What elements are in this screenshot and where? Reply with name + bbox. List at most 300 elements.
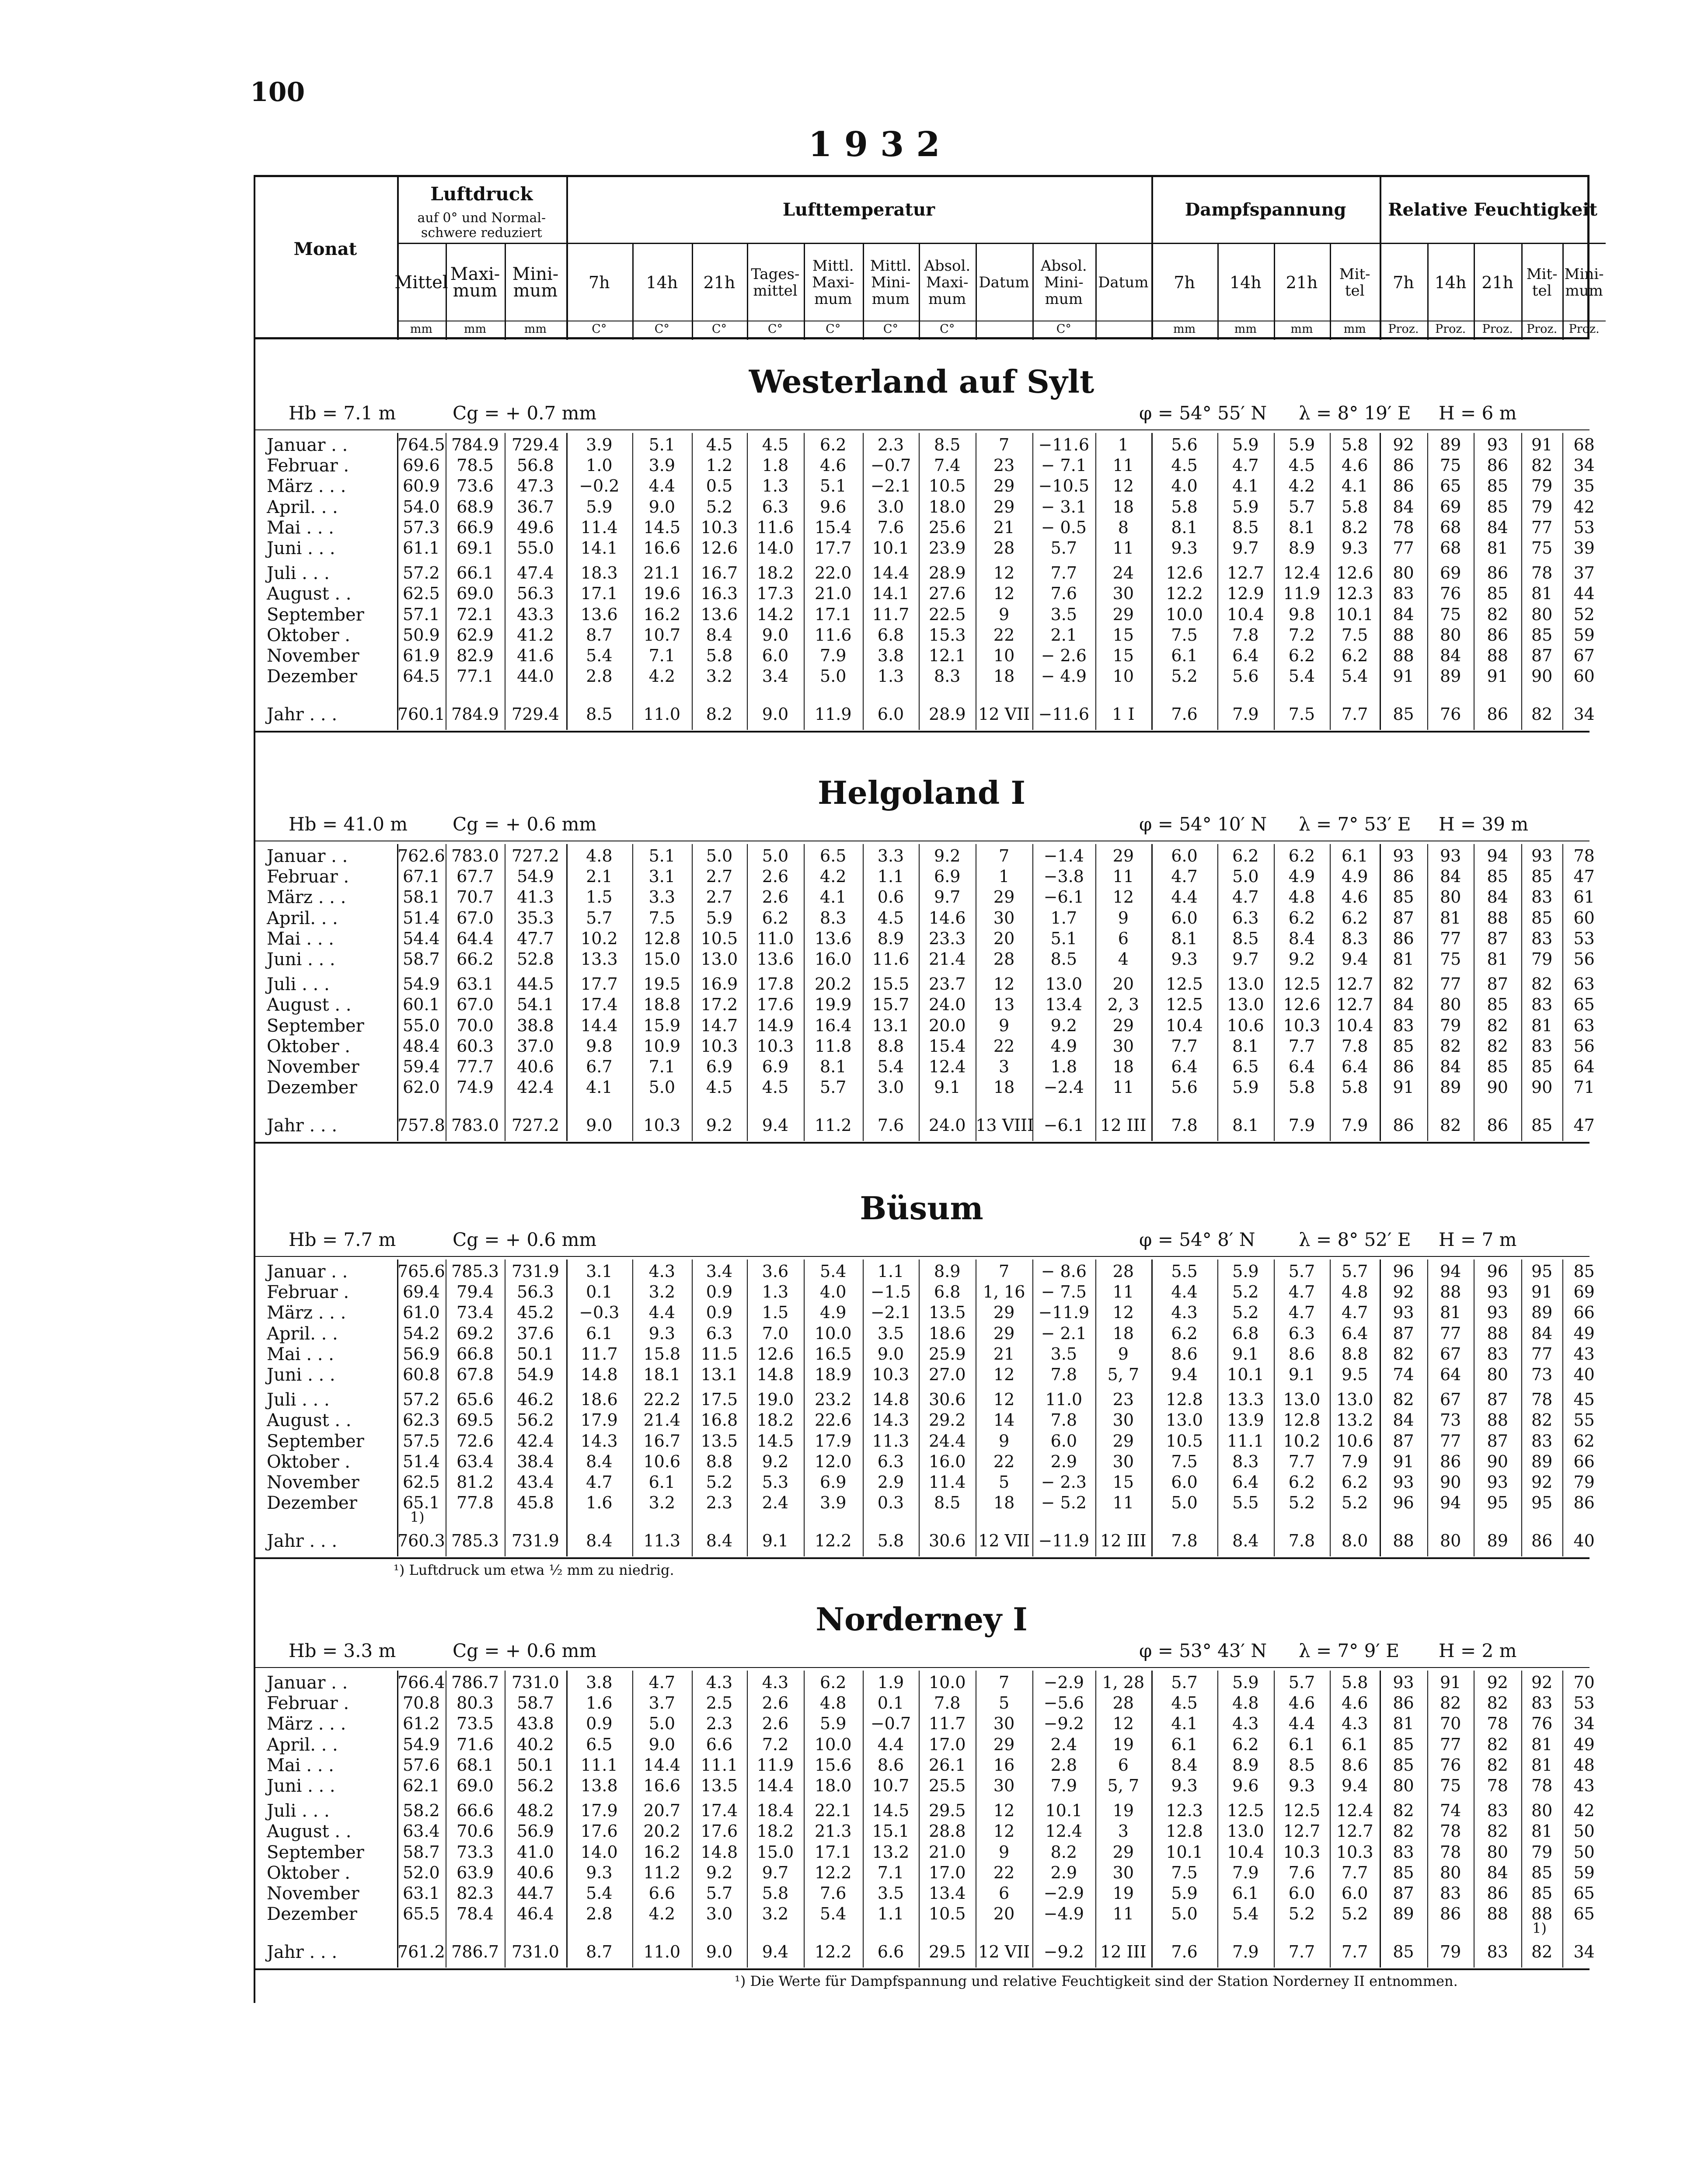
cell-col-16: 8.0	[1341, 1531, 1368, 1551]
month-label: Jahr . . .	[267, 1531, 338, 1552]
cell-col-11: 8.5	[1050, 949, 1077, 969]
month-label: Februar .	[267, 456, 349, 476]
cell-col-16: 12.3	[1336, 584, 1373, 604]
cell-col-12: 24	[1112, 563, 1134, 583]
cell-col-1: 73.3	[457, 1842, 494, 1862]
cell-col-11: −10.5	[1038, 476, 1089, 496]
cell-col-18: 68	[1440, 538, 1461, 558]
cell-col-4: 18.1	[643, 1365, 681, 1384]
cell-col-8: 0.1	[877, 1693, 904, 1713]
data-col-divider	[397, 1259, 398, 1556]
cell-col-16: 8.3	[1341, 928, 1368, 948]
station-bottom-rule	[254, 731, 1589, 733]
cell-col-6: 14.5	[756, 1431, 794, 1451]
cell-col-10: 29	[993, 1303, 1015, 1322]
cell-col-6: 6.2	[762, 908, 789, 928]
cell-col-17: 82	[1393, 1344, 1414, 1364]
cell-col-12: 12	[1112, 1303, 1134, 1322]
cell-col-11: −5.6	[1043, 1693, 1084, 1713]
cell-col-15: 7.5	[1288, 705, 1315, 724]
cell-col-8: 5.4	[877, 1057, 904, 1076]
header-relative-feuchtigkeit: Relative Feuchtigkeit	[1388, 199, 1597, 220]
station-top-rule	[254, 429, 1589, 430]
month-label: Mai . . .	[267, 1755, 334, 1776]
month-label: Januar . .	[267, 1673, 348, 1693]
cell-col-6: 2.6	[762, 887, 789, 907]
cell-col-6: 4.5	[762, 1078, 789, 1097]
cell-col-9: 30.6	[928, 1531, 966, 1551]
cell-col-5: 9.0	[706, 1942, 733, 1962]
station-h: H = 39 m	[1439, 813, 1529, 835]
header-unit-20: Proz.	[1527, 322, 1558, 336]
cell-col-17: 92	[1393, 1282, 1414, 1302]
data-col-divider	[1330, 433, 1331, 730]
cell-col-9: 7.4	[934, 456, 961, 475]
cell-col-10: 5	[999, 1693, 1010, 1713]
cell-col-17: 85	[1393, 1036, 1414, 1056]
cell-col-7: 16.5	[814, 1344, 852, 1364]
cell-col-18: 76	[1440, 584, 1461, 604]
cell-col-21: 65	[1573, 995, 1595, 1015]
cell-col-16: 10.3	[1336, 1842, 1373, 1862]
cell-col-2: 729.4	[511, 705, 559, 724]
cell-col-16: 9.3	[1341, 538, 1368, 558]
cell-col-11: 7.8	[1050, 1410, 1077, 1430]
data-col-divider	[1274, 433, 1275, 730]
cell-col-17: 85	[1393, 1863, 1414, 1882]
cell-col-8: 13.1	[872, 1015, 910, 1035]
header-col-0: Mittel	[394, 272, 448, 293]
cell-col-20: 84	[1531, 1323, 1553, 1343]
cell-col-11: −2.4	[1043, 1078, 1084, 1097]
cell-col-13: 4.3	[1171, 1303, 1198, 1322]
cell-col-13: 6.2	[1171, 1323, 1198, 1343]
cell-col-4: 3.2	[648, 1493, 676, 1513]
header-monat: Monat	[293, 239, 357, 259]
cell-col-3: 1.5	[586, 887, 613, 907]
cell-col-15: 6.4	[1288, 1057, 1315, 1076]
cell-col-12: 18	[1112, 497, 1134, 516]
cell-col-16: 4.6	[1341, 887, 1368, 907]
cell-col-18: 78	[1440, 1821, 1461, 1841]
cell-col-15: 8.5	[1288, 1755, 1315, 1775]
header-unit-13: mm	[1173, 322, 1196, 336]
header-col-divider	[446, 243, 447, 340]
cell-col-2: 58.7	[517, 1693, 554, 1713]
cell-col-16: 5.8	[1341, 435, 1368, 454]
cell-col-9: 11.7	[928, 1714, 966, 1734]
cell-col-11: −2.9	[1043, 1673, 1084, 1692]
cell-col-21: 60	[1573, 908, 1595, 928]
data-col-divider	[919, 1671, 920, 1968]
cell-col-7: 4.1	[820, 887, 847, 907]
cell-col-9: 25.6	[928, 517, 966, 537]
cell-col-18: 77	[1440, 974, 1461, 994]
cell-col-10: 12 VII	[978, 1531, 1030, 1551]
month-label: November	[267, 1057, 359, 1077]
cell-col-0: 54.4	[403, 928, 440, 948]
cell-col-15: 12.5	[1283, 974, 1321, 994]
cell-col-15: 12.7	[1283, 1821, 1321, 1841]
cell-col-2: 731.9	[511, 1262, 559, 1281]
cell-col-17: 77	[1393, 538, 1414, 558]
cell-col-17: 82	[1393, 1390, 1414, 1409]
cell-col-1: 62.9	[457, 625, 494, 645]
cell-col-3: 13.3	[581, 949, 618, 969]
cell-col-8: 3.5	[877, 1884, 904, 1903]
cell-col-18: 89	[1440, 435, 1461, 454]
data-col-divider	[747, 433, 748, 730]
cell-col-2: 40.2	[517, 1734, 554, 1754]
cell-col-7: 6.5	[820, 846, 847, 865]
cell-col-0: 51.4	[403, 908, 440, 928]
cell-col-15: 12.8	[1283, 1410, 1321, 1430]
cell-col-9: 10.5	[928, 476, 966, 496]
cell-col-1: 786.7	[451, 1673, 499, 1692]
cell-col-10: 21	[993, 1344, 1015, 1364]
cell-col-1: 82.9	[457, 646, 494, 665]
cell-col-5: 5.9	[706, 908, 733, 928]
cell-col-4: 3.2	[648, 1282, 676, 1302]
data-col-divider	[566, 1259, 568, 1556]
cell-col-13: 12.8	[1166, 1821, 1203, 1841]
cell-col-17: 85	[1393, 705, 1414, 724]
cell-col-11: 9.2	[1050, 1015, 1077, 1035]
cell-col-16: 7.5	[1341, 625, 1368, 645]
cell-col-18: 90	[1440, 1472, 1461, 1492]
cell-col-8: 6.0	[877, 705, 904, 724]
cell-col-9: 23.3	[928, 928, 966, 948]
cell-col-15: 10.3	[1283, 1015, 1321, 1035]
cell-col-17: 82	[1393, 1821, 1414, 1841]
header-col-divider	[863, 243, 864, 340]
cell-col-1: 67.7	[457, 867, 494, 886]
cell-col-7: 16.4	[814, 1015, 852, 1035]
cell-col-4: 16.6	[643, 538, 681, 558]
cell-col-20: 91	[1531, 435, 1553, 454]
data-col-divider	[1427, 433, 1428, 730]
data-col-divider	[632, 1259, 633, 1556]
header-unit-5: C°	[711, 322, 727, 336]
month-label: Jahr . . .	[267, 705, 338, 725]
cell-col-20: 75	[1531, 538, 1553, 558]
table-header	[254, 175, 1604, 339]
cell-col-5: 13.5	[701, 1776, 738, 1795]
cell-col-20: 77	[1531, 1344, 1553, 1364]
cell-col-11: − 8.6	[1041, 1262, 1087, 1281]
data-col-divider	[566, 1671, 568, 1968]
cell-col-12: 18	[1112, 1323, 1134, 1343]
cell-col-8: −0.7	[870, 1714, 911, 1734]
cell-col-9: 29.5	[928, 1942, 966, 1962]
cell-col-14: 8.9	[1232, 1755, 1259, 1775]
cell-col-17: 85	[1393, 1755, 1414, 1775]
cell-col-6: 18.2	[756, 1410, 794, 1430]
cell-col-16: 9.4	[1341, 1776, 1368, 1795]
cell-col-21: 66	[1573, 1451, 1595, 1471]
cell-col-15: 7.2	[1288, 625, 1315, 645]
cell-col-6: 17.8	[756, 974, 794, 994]
data-col-divider	[1427, 844, 1428, 1141]
cell-col-15: 4.8	[1288, 887, 1315, 907]
cell-col-0: 62.1	[403, 1776, 440, 1795]
cell-col-10: 7	[999, 435, 1010, 454]
cell-col-21: 53	[1573, 517, 1595, 537]
cell-col-8: 2.9	[877, 1472, 904, 1492]
station-name: Helgoland I	[818, 774, 1025, 811]
table-row	[254, 1365, 1595, 1385]
cell-col-13: 4.7	[1171, 867, 1198, 886]
cell-col-10: 18	[993, 1078, 1015, 1097]
cell-col-8: 6.8	[877, 625, 904, 645]
cell-col-8: 3.0	[877, 1078, 904, 1097]
cell-col-12: 11	[1112, 867, 1134, 886]
cell-col-12: 5, 7	[1107, 1776, 1140, 1795]
cell-col-19: 80	[1487, 1365, 1508, 1384]
cell-col-6: 13.6	[756, 949, 794, 969]
cell-col-0: 69.6	[403, 456, 440, 475]
cell-col-1: 63.1	[457, 974, 494, 994]
cell-col-21: 56	[1573, 1036, 1595, 1056]
cell-col-17: 93	[1393, 1303, 1414, 1322]
cell-col-18: 78	[1440, 1842, 1461, 1862]
cell-col-3: −0.2	[579, 476, 620, 496]
month-label: September	[267, 604, 364, 625]
cell-col-9: 27.6	[928, 584, 966, 604]
cell-col-11: 12.4	[1045, 1821, 1083, 1841]
cell-col-1: 78.4	[457, 1904, 494, 1924]
cell-col-9: 12.1	[928, 646, 966, 665]
station-hb: Hb = 7.7 m	[289, 1229, 396, 1250]
year-row	[254, 705, 1595, 725]
cell-col-6: 18.4	[756, 1801, 794, 1821]
station-name: Norderney I	[816, 1601, 1028, 1638]
cell-col-6: 6.9	[762, 1057, 789, 1076]
cell-col-19: 83	[1487, 1942, 1508, 1962]
cell-col-4: 3.3	[648, 887, 676, 907]
cell-col-7: 22.1	[814, 1801, 852, 1821]
cell-col-3: 11.1	[581, 1755, 618, 1775]
data-col-divider	[1521, 1259, 1522, 1556]
month-label: Oktober .	[267, 625, 351, 645]
cell-col-4: 4.4	[648, 476, 676, 496]
header-col-19: 21h	[1481, 273, 1514, 292]
cell-col-16: 7.7	[1341, 1942, 1368, 1962]
month-label: Dezember	[267, 1493, 357, 1514]
header-col-divider	[976, 243, 977, 340]
month-label: September	[267, 1842, 364, 1863]
cell-col-11: −3.8	[1043, 867, 1084, 886]
page-year: 1932	[808, 125, 952, 164]
cell-col-12: 12	[1112, 1714, 1134, 1734]
cell-col-4: 15.8	[643, 1344, 681, 1364]
cell-col-14: 5.0	[1232, 867, 1259, 886]
cell-col-20: 82	[1531, 1410, 1553, 1430]
cell-col-6: 2.4	[762, 1493, 789, 1513]
cell-col-19: 88	[1487, 1904, 1508, 1924]
cell-col-3: 14.1	[581, 538, 618, 558]
cell-col-12: 10	[1112, 666, 1134, 686]
cell-col-6: 5.0	[762, 846, 789, 865]
cell-col-6: 14.2	[756, 604, 794, 624]
table-row	[254, 1431, 1595, 1452]
station-bottom-rule	[254, 1142, 1589, 1144]
cell-col-12: 11	[1112, 1078, 1134, 1097]
cell-col-16: 4.3	[1341, 1714, 1368, 1734]
cell-col-20: 83	[1531, 1693, 1553, 1713]
cell-col-0: 64.5	[403, 666, 440, 686]
footnote: ¹) Luftdruck um etwa ½ mm zu niedrig.	[394, 1561, 674, 1578]
cell-col-13: 5.6	[1171, 435, 1198, 454]
cell-col-10: 1	[999, 867, 1010, 886]
cell-col-17: 91	[1393, 666, 1414, 686]
cell-col-19: 86	[1487, 1884, 1508, 1903]
cell-col-18: 84	[1440, 1057, 1461, 1076]
table-row	[254, 1344, 1595, 1365]
month-label: Juli . . .	[267, 1801, 330, 1821]
cell-col-2: 50.1	[517, 1755, 554, 1775]
header-unit-1: mm	[464, 322, 487, 336]
cell-col-13: 12.5	[1166, 995, 1203, 1015]
cell-col-3: 3.1	[586, 1262, 613, 1281]
cell-col-7: 6.9	[820, 1472, 847, 1492]
cell-col-17: 92	[1393, 435, 1414, 454]
cell-col-21: 59	[1573, 625, 1595, 645]
station-lambda: λ = 7° 53′ E	[1299, 813, 1411, 835]
table-row	[254, 1714, 1595, 1734]
cell-col-2: 35.3	[517, 908, 554, 928]
cell-col-16: 7.7	[1341, 705, 1368, 724]
cell-col-15: 5.7	[1288, 1673, 1315, 1692]
cell-col-21: 43	[1573, 1344, 1595, 1364]
cell-col-0: 57.3	[403, 517, 440, 537]
cell-col-8: −1.5	[870, 1282, 911, 1302]
cell-col-5: 13.5	[701, 1431, 738, 1451]
cell-col-7: 15.4	[814, 517, 852, 537]
data-col-divider	[1330, 1259, 1331, 1556]
station-cg: Cg = + 0.7 mm	[453, 402, 597, 424]
cell-col-20: 95	[1531, 1493, 1553, 1513]
cell-col-0: 57.2	[403, 563, 440, 583]
cell-col-19: 82	[1487, 1734, 1508, 1754]
cell-col-9: 14.6	[928, 908, 966, 928]
cell-col-19: 81	[1487, 538, 1508, 558]
data-col-divider	[632, 844, 633, 1141]
cell-col-9: 18.0	[928, 497, 966, 516]
cell-col-3: 18.3	[581, 563, 618, 583]
cell-col-11: −6.1	[1043, 887, 1084, 907]
cell-col-17: 81	[1393, 1714, 1414, 1734]
cell-col-18: 80	[1440, 1863, 1461, 1882]
cell-col-15: 6.2	[1288, 1472, 1315, 1492]
cell-col-19: 95	[1487, 1493, 1508, 1513]
cell-col-21: 62	[1573, 1431, 1595, 1451]
cell-col-7: 17.1	[814, 1842, 852, 1862]
cell-col-21: 49	[1573, 1734, 1595, 1754]
cell-col-7: 7.6	[820, 1884, 847, 1903]
cell-col-14: 5.2	[1232, 1303, 1259, 1322]
data-col-divider	[863, 1259, 864, 1556]
cell-col-15: 4.7	[1288, 1303, 1315, 1322]
table-row	[254, 887, 1595, 908]
cell-col-16: 7.9	[1341, 1116, 1368, 1135]
cell-col-10: 3	[999, 1057, 1010, 1076]
cell-col-20: 82	[1531, 456, 1553, 475]
cell-col-13: 5.9	[1171, 1884, 1198, 1903]
cell-col-13: 10.4	[1166, 1015, 1203, 1035]
cell-col-8: 1.1	[877, 867, 904, 886]
header-col-divider	[1274, 243, 1275, 340]
cell-col-12: 20	[1112, 974, 1134, 994]
cell-col-15: 7.7	[1288, 1036, 1315, 1056]
cell-col-21: 50	[1573, 1821, 1595, 1841]
header-unit-2: mm	[524, 322, 547, 336]
cell-col-20: 91	[1531, 1282, 1553, 1302]
cell-col-6: 3.4	[762, 666, 789, 686]
cell-col-8: 6.3	[877, 1451, 904, 1471]
cell-col-11: − 0.5	[1041, 517, 1087, 537]
cell-col-5: 8.8	[706, 1451, 733, 1471]
table-row	[254, 584, 1595, 604]
cell-col-7: 22.0	[814, 563, 852, 583]
cell-col-17: 88	[1393, 646, 1414, 665]
cell-col-0: 54.0	[403, 497, 440, 516]
cell-col-21: 63	[1573, 974, 1595, 994]
cell-col-3: 6.5	[586, 1734, 613, 1754]
cell-col-12: 29	[1112, 604, 1134, 624]
cell-col-17: 82	[1393, 974, 1414, 994]
data-col-divider	[1562, 1671, 1563, 1968]
cell-col-11: 4.9	[1050, 1036, 1077, 1056]
cell-col-12: 28	[1112, 1262, 1134, 1281]
cell-col-17: 83	[1393, 1842, 1414, 1862]
cell-col-0: 764.5	[397, 435, 445, 454]
cell-col-15: 6.0	[1288, 1884, 1315, 1903]
cell-col-21: 42	[1573, 1801, 1595, 1821]
cell-col-9: 20.0	[928, 1015, 966, 1035]
cell-col-13: 9.4	[1171, 1365, 1198, 1384]
cell-col-10: 12	[993, 563, 1015, 583]
month-label: April. . .	[267, 1734, 338, 1755]
cell-col-5: 10.5	[701, 928, 738, 948]
page-number: 100	[250, 77, 305, 108]
cell-col-14: 5.9	[1232, 1673, 1259, 1692]
cell-col-4: 5.0	[648, 1078, 676, 1097]
cell-col-21: 44	[1573, 584, 1595, 604]
year-row	[254, 1531, 1595, 1552]
cell-col-18: 80	[1440, 1531, 1461, 1551]
cell-col-7: 5.4	[820, 1904, 847, 1924]
cell-col-16: 4.8	[1341, 1282, 1368, 1302]
data-col-divider	[1521, 433, 1522, 730]
cell-col-4: 16.6	[643, 1776, 681, 1795]
header-col-17: 7h	[1393, 273, 1414, 292]
month-label: Juni . . .	[267, 949, 335, 970]
cell-col-15: 6.2	[1288, 908, 1315, 928]
cell-col-11: −1.4	[1043, 846, 1084, 865]
cell-col-19: 86	[1487, 1116, 1508, 1135]
data-col-divider	[804, 1259, 805, 1556]
cell-col-8: 8.6	[877, 1755, 904, 1775]
cell-col-12: 15	[1112, 1472, 1134, 1492]
header-col-divider	[1427, 243, 1429, 340]
cell-col-0: 61.9	[403, 646, 440, 665]
cell-col-4: 3.1	[648, 867, 676, 886]
cell-col-3: 8.4	[586, 1451, 613, 1471]
cell-col-13: 5.0	[1171, 1493, 1198, 1513]
table-row	[254, 1734, 1595, 1755]
cell-col-9: 10.5	[928, 1904, 966, 1924]
